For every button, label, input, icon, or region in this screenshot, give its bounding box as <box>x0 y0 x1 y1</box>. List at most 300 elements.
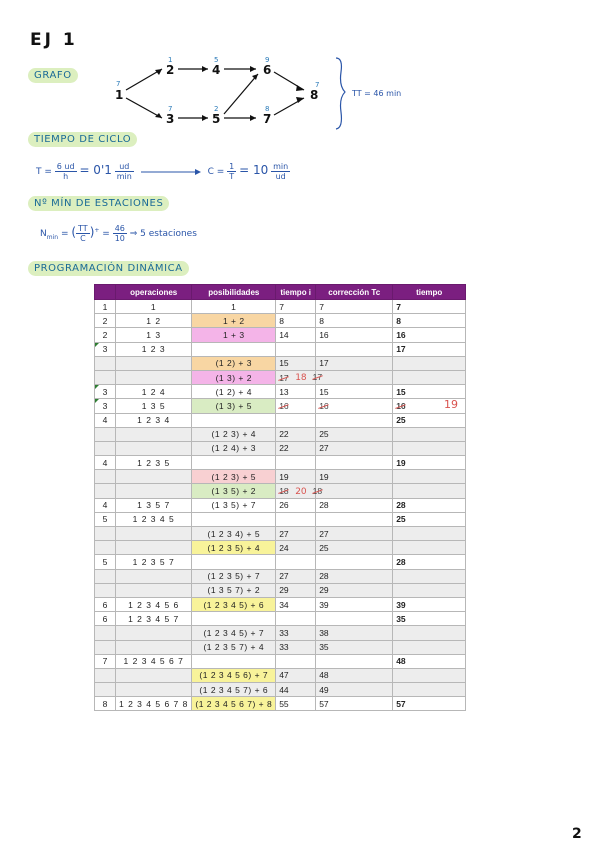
cell-tiempo-i-value: 26 <box>279 500 289 511</box>
cell-correccion <box>316 385 393 399</box>
cell-tiempo-i-value: 7 <box>279 301 284 312</box>
cell-tiempo-i <box>276 626 316 640</box>
cell-posibilidades <box>192 413 276 427</box>
table-row <box>95 441 466 455</box>
cell-posibilidades-value: (1 2 3 5 7) + 4 <box>203 642 265 653</box>
cell-correccion <box>316 541 393 555</box>
cell-tiempo-i-value: 47 <box>279 670 289 681</box>
cell-tiempo <box>393 370 466 384</box>
weight-4: 5 <box>214 56 219 64</box>
cell-posibilidades-value: 1 <box>231 301 237 312</box>
cell-operaciones-value: 1 <box>150 301 157 312</box>
cell-tiempo-i-value: 22 <box>279 429 289 440</box>
cell-operaciones-value: 1 2 4 <box>141 386 166 397</box>
cell-correccion <box>316 512 393 526</box>
cell-correccion-value: 16 <box>319 400 329 411</box>
cell-operaciones <box>116 697 192 711</box>
cell-idx <box>95 569 116 583</box>
cell-operaciones <box>116 668 192 682</box>
t-den: h <box>63 172 69 181</box>
cell-idx <box>95 512 116 526</box>
cell-operaciones-value: 1 2 3 5 <box>137 457 171 468</box>
cell-idx <box>95 498 116 512</box>
cell-posibilidades <box>192 441 276 455</box>
cell-idx <box>95 314 116 328</box>
table-row <box>95 484 466 498</box>
cell-tiempo-value: 16 <box>396 329 406 340</box>
cell-operaciones <box>116 498 192 512</box>
t-eq: = 0'1 <box>79 163 112 177</box>
weight-3: 7 <box>168 105 173 113</box>
cell-tiempo-i-value: 18 <box>279 486 289 497</box>
cell-idx-value: 4 <box>102 457 108 468</box>
cell-operaciones <box>116 370 192 384</box>
cell-operaciones-value: 1 2 3 4 <box>137 415 171 426</box>
cell-tiempo-i-value: 15 <box>279 358 289 369</box>
cell-posibilidades <box>192 555 276 569</box>
cell-operaciones <box>116 626 192 640</box>
cell-tiempo-i <box>276 683 316 697</box>
cell-idx <box>95 640 116 654</box>
header-tiempo-i: tiempo i <box>276 285 316 300</box>
cell-operaciones <box>116 456 192 470</box>
cell-correccion-value: 39 <box>319 599 329 610</box>
correction-note: 20 <box>295 486 307 497</box>
cell-tiempo-i-value: 8 <box>279 315 284 326</box>
cell-posibilidades <box>192 527 276 541</box>
table-row <box>95 498 466 512</box>
section-num-estaciones-label: Nº MÍN DE ESTACIONES <box>28 196 169 211</box>
edge-5-6 <box>224 74 258 114</box>
cell-tiempo-i <box>276 654 316 668</box>
cell-operaciones <box>116 441 192 455</box>
header-correccion: corrección Tc <box>316 285 393 300</box>
table-row <box>95 697 466 711</box>
cell-operaciones <box>116 569 192 583</box>
cell-operaciones <box>116 683 192 697</box>
cell-idx-value: 3 <box>102 386 108 397</box>
cell-idx <box>95 399 116 413</box>
cell-tiempo <box>393 654 466 668</box>
cell-posibilidades <box>192 512 276 526</box>
cell-correccion <box>316 342 393 356</box>
table-row <box>95 399 466 413</box>
cell-tiempo-i <box>276 342 316 356</box>
c-unit <box>271 162 290 181</box>
section-tiempo-ciclo <box>28 134 137 145</box>
cell-operaciones <box>116 527 192 541</box>
cell-posibilidades-value: (1 3 5) + 2 <box>211 486 257 497</box>
cell-tiempo-value: 25 <box>396 514 406 525</box>
cell-idx <box>95 541 116 555</box>
cell-tiempo-i <box>276 300 316 314</box>
cell-tiempo <box>393 441 466 455</box>
cell-operaciones <box>116 314 192 328</box>
cell-posibilidades <box>192 668 276 682</box>
cell-tiempo <box>393 640 466 654</box>
cell-tiempo-i <box>276 555 316 569</box>
cell-tiempo-i-value: 24 <box>279 542 289 553</box>
cell-tiempo-value: 39 <box>396 599 406 610</box>
table-row <box>95 314 466 328</box>
cell-correccion-value: 38 <box>319 627 329 638</box>
cell-tiempo <box>393 512 466 526</box>
n-paren-frac <box>76 224 90 243</box>
t-unit-den: min <box>116 172 132 181</box>
cell-idx <box>95 583 116 597</box>
cell-posibilidades-value: (1 2 3 4 5 7) + 6 <box>199 684 269 695</box>
cell-idx <box>95 697 116 711</box>
cell-idx <box>95 612 116 626</box>
cell-tiempo-i <box>276 399 316 413</box>
cell-correccion <box>295 484 393 498</box>
cell-tiempo-value: 19 <box>396 457 406 468</box>
cell-operaciones <box>116 555 192 569</box>
cell-posibilidades <box>192 541 276 555</box>
cell-tiempo-i-value: 14 <box>279 329 289 340</box>
n-lhs: N <box>40 229 47 239</box>
cell-correccion-value: 17 <box>312 372 323 383</box>
cell-correccion <box>316 413 393 427</box>
t-frac <box>55 162 77 181</box>
cell-posibilidades <box>192 385 276 399</box>
cell-operaciones <box>116 356 192 370</box>
cell-idx-value: 5 <box>102 514 108 525</box>
weight-7: 8 <box>265 105 270 113</box>
cell-tiempo-i <box>276 413 316 427</box>
cell-tiempo-i <box>276 314 316 328</box>
cell-tiempo-i <box>276 385 316 399</box>
cell-idx <box>95 385 116 399</box>
cell-correccion-value: 16 <box>319 329 329 340</box>
cell-correccion <box>316 427 393 441</box>
cell-operaciones-value: 1 2 3 4 5 6 7 8 <box>119 698 189 709</box>
cell-correccion-value: 48 <box>319 670 329 681</box>
cell-tiempo-i <box>276 456 316 470</box>
table-row <box>95 640 466 654</box>
cell-operaciones-value: 1 2 3 <box>141 344 166 355</box>
cell-posibilidades <box>192 427 276 441</box>
cell-idx-value: 8 <box>102 698 108 709</box>
table-row <box>95 413 466 427</box>
cell-correccion-value: 25 <box>319 542 329 553</box>
cell-operaciones <box>116 612 192 626</box>
cell-operaciones <box>116 399 192 413</box>
table-body <box>95 300 466 711</box>
cell-correccion <box>316 583 393 597</box>
cell-idx <box>95 626 116 640</box>
cell-tiempo-i-value: 19 <box>279 471 289 482</box>
cell-idx <box>95 300 116 314</box>
cell-tiempo-value: 8 <box>396 315 401 326</box>
cell-tiempo-i <box>276 697 316 711</box>
cell-tiempo-i <box>276 427 316 441</box>
weight-6: 9 <box>265 56 270 64</box>
cell-posibilidades <box>192 300 276 314</box>
cell-idx-value: 1 <box>102 301 108 312</box>
cell-posibilidades <box>192 683 276 697</box>
c-frac <box>227 162 236 181</box>
cell-posibilidades <box>192 597 276 611</box>
cell-tiempo-i <box>276 541 316 555</box>
cell-posibilidades-value: 1 + 2 <box>222 315 245 326</box>
cell-tiempo-i-value: 33 <box>279 642 289 653</box>
cell-operaciones <box>116 541 192 555</box>
cell-correccion-value: 27 <box>319 528 329 539</box>
cell-operaciones <box>116 413 192 427</box>
cell-posibilidades <box>192 399 276 413</box>
cell-idx-value: 3 <box>102 344 108 355</box>
cell-correccion-value: 35 <box>319 642 329 653</box>
cell-tiempo-i <box>276 512 316 526</box>
cell-idx-value: 6 <box>102 613 108 624</box>
dynamic-programming-table-wrapper <box>94 284 466 711</box>
cell-tiempo-value: 25 <box>396 415 406 426</box>
n-sup: + <box>94 227 100 234</box>
edge-1-2 <box>126 69 162 90</box>
cell-posibilidades-value: (1 2 3 4 5 6) + 7 <box>199 670 269 681</box>
cell-posibilidades-value: (1 2) + 3 <box>215 358 252 369</box>
cell-tiempo-i <box>276 328 316 342</box>
table-row <box>95 356 466 370</box>
node-3: 3 <box>166 112 175 126</box>
weight-5: 2 <box>214 105 219 113</box>
cell-posibilidades <box>192 569 276 583</box>
table-row <box>95 328 466 342</box>
weight-2: 1 <box>168 56 173 64</box>
cell-tiempo <box>393 668 466 682</box>
node-2: 2 <box>166 63 175 77</box>
cell-tiempo-i <box>276 597 316 611</box>
cell-tiempo-i <box>276 583 316 597</box>
n-val-num: 46 <box>114 224 125 233</box>
cell-tiempo <box>393 342 466 356</box>
cell-tiempo-i <box>276 569 316 583</box>
cell-operaciones <box>116 427 192 441</box>
cell-idx <box>95 527 116 541</box>
cell-idx <box>95 555 116 569</box>
cell-tiempo <box>393 385 466 399</box>
table-row <box>95 683 466 697</box>
cell-correccion <box>316 640 393 654</box>
t-unit-num: ud <box>115 162 134 172</box>
node-4: 4 <box>212 63 221 77</box>
page-number: 2 <box>572 826 582 842</box>
cell-idx <box>95 683 116 697</box>
cell-tiempo <box>393 300 466 314</box>
cell-tiempo-value: 48 <box>396 656 406 667</box>
cell-posibilidades-value: (1 2 3 4) + 5 <box>207 528 261 539</box>
cell-correccion-value: 7 <box>319 301 324 312</box>
header-posibilidades: posibilidades <box>192 285 276 300</box>
cell-tiempo <box>393 612 466 626</box>
cell-idx <box>95 342 116 356</box>
cell-correccion <box>316 555 393 569</box>
c-unit-den: ud <box>275 172 286 181</box>
c-eq: = 10 <box>239 163 269 177</box>
cell-tiempo-i-value: 17 <box>279 372 289 383</box>
cell-tiempo <box>393 484 466 498</box>
cell-idx-value: 4 <box>102 500 108 511</box>
weight-8: 7 <box>315 81 320 89</box>
cell-tiempo <box>393 427 466 441</box>
cell-operaciones <box>116 300 192 314</box>
cell-correccion <box>316 683 393 697</box>
cell-correccion <box>316 626 393 640</box>
cell-correccion <box>316 470 393 484</box>
weight-1: 7 <box>116 80 121 88</box>
cell-tiempo <box>393 456 466 470</box>
cell-posibilidades <box>192 484 276 498</box>
cell-posibilidades <box>192 640 276 654</box>
cell-tiempo <box>393 555 466 569</box>
dynamic-programming-table <box>94 284 466 711</box>
n-sub: min <box>46 233 59 241</box>
correction-note: 18 <box>295 373 307 384</box>
c-num: 1 <box>229 162 235 171</box>
table-row <box>95 541 466 555</box>
cell-tiempo-i-value: 34 <box>279 599 289 610</box>
cell-posibilidades-value: (1 2 3 5) + 4 <box>207 542 261 553</box>
cell-operaciones-value: 1 2 3 4 5 7 <box>128 613 180 624</box>
cell-idx <box>95 597 116 611</box>
side-correction-note: 19 <box>444 398 458 411</box>
cell-correccion-value: 28 <box>319 571 329 582</box>
cell-posibilidades <box>192 583 276 597</box>
node-8: 8 <box>310 88 319 102</box>
cell-correccion-value: 15 <box>319 386 329 397</box>
cell-tiempo-i <box>276 470 316 484</box>
cell-posibilidades <box>192 342 276 356</box>
cell-idx-value: 5 <box>102 556 108 567</box>
long-arrow-icon <box>141 167 201 177</box>
cell-tiempo <box>393 683 466 697</box>
cell-posibilidades-value: (1 2 3 4 5 6 7) + 8 <box>195 698 273 709</box>
cell-operaciones-value: 1 2 3 4 5 <box>132 514 175 525</box>
cell-correccion <box>316 300 393 314</box>
cell-posibilidades <box>192 356 276 370</box>
table-row <box>95 512 466 526</box>
cell-tiempo-i-value: 33 <box>279 627 289 638</box>
section-grafo <box>28 70 78 81</box>
header-tiempo: tiempo <box>393 285 466 300</box>
table-row <box>95 555 466 569</box>
cell-posibilidades <box>192 697 276 711</box>
table-row <box>95 654 466 668</box>
c-den: T <box>229 172 235 181</box>
cell-posibilidades-value: (1 3) + 2 <box>215 372 252 383</box>
table-row <box>95 300 466 314</box>
graph-arrowheads <box>155 66 304 121</box>
cell-posibilidades <box>192 470 276 484</box>
cell-idx-value: 2 <box>102 315 108 326</box>
cell-tiempo-value: 16 <box>396 400 406 411</box>
table-row <box>95 527 466 541</box>
cell-tiempo <box>393 356 466 370</box>
cell-posibilidades <box>192 498 276 512</box>
cell-correccion-value: 49 <box>319 684 329 695</box>
cell-operaciones <box>116 484 192 498</box>
cell-correccion-value: 28 <box>319 500 329 511</box>
table-row <box>95 342 466 356</box>
cell-posibilidades-value: (1 2 3 4 5) + 7 <box>203 627 265 638</box>
cell-correccion <box>316 314 393 328</box>
cell-posibilidades-value: (1 3 5 7) + 2 <box>207 585 261 596</box>
cell-tiempo-value: 28 <box>396 500 406 511</box>
cell-operaciones <box>116 385 192 399</box>
cell-correccion-value: 17 <box>319 358 329 369</box>
cell-posibilidades-value: (1 3 5) + 7 <box>211 500 257 511</box>
c-unit-num: min <box>273 162 289 171</box>
cell-posibilidades <box>192 612 276 626</box>
cell-tiempo-i <box>276 612 316 626</box>
cell-operaciones <box>116 328 192 342</box>
cell-tiempo <box>393 328 466 342</box>
cell-tiempo-i-value: 22 <box>279 443 289 454</box>
precedence-graph <box>100 52 440 132</box>
cell-tiempo-i-value: 13 <box>279 386 289 397</box>
cell-tiempo <box>393 569 466 583</box>
table-row <box>95 626 466 640</box>
cell-operaciones-value: 1 3 <box>146 329 162 340</box>
cell-tiempo-value: 35 <box>396 613 406 624</box>
table-row <box>95 597 466 611</box>
cell-posibilidades-value: 1 + 3 <box>222 329 245 340</box>
cell-correccion <box>316 697 393 711</box>
cell-idx <box>95 356 116 370</box>
cell-correccion <box>316 328 393 342</box>
cell-posibilidades-value: (1 3) + 5 <box>215 400 252 411</box>
edge-1-3 <box>126 98 162 118</box>
cell-idx <box>95 413 116 427</box>
table-row <box>95 612 466 626</box>
cell-posibilidades-value: (1 2 3 4 5) + 6 <box>203 599 265 610</box>
cell-tiempo-value: 28 <box>396 556 406 567</box>
cell-tiempo-value: 7 <box>396 301 401 312</box>
cell-correccion <box>295 370 393 384</box>
cell-operaciones-value: 1 2 3 4 5 6 <box>128 599 180 610</box>
n-result: ⇒ 5 estaciones <box>129 229 197 239</box>
cell-tiempo-i-value: 27 <box>279 528 289 539</box>
section-programacion <box>28 263 189 274</box>
node-1: 1 <box>115 88 124 102</box>
cell-correccion <box>316 456 393 470</box>
cell-idx <box>95 370 116 384</box>
formula-num-estaciones: $N_{min}$ = ( $\frac{TT}{C}$ )+ = $\frac{46}{10}$ ⇒ 5 estaciones <box>40 224 197 243</box>
n-eq: = <box>60 229 69 239</box>
section-num-estaciones <box>28 198 169 209</box>
cell-tiempo-i-value: 27 <box>279 571 289 582</box>
cell-tiempo-i <box>276 527 316 541</box>
cell-operaciones <box>116 640 192 654</box>
cell-posibilidades-value: (1 2 3) + 5 <box>211 471 257 482</box>
cell-idx <box>95 470 116 484</box>
cell-posibilidades <box>192 626 276 640</box>
table-row <box>95 668 466 682</box>
table-header-row <box>95 285 466 300</box>
cell-correccion-value: 29 <box>319 585 329 596</box>
t-num: 6 ud <box>56 162 75 171</box>
cell-posibilidades <box>192 328 276 342</box>
cell-operaciones-value: 1 3 5 <box>141 400 166 411</box>
cell-correccion <box>316 498 393 512</box>
cell-operaciones <box>116 512 192 526</box>
cell-correccion-value: 19 <box>319 471 329 482</box>
cell-operaciones-value: 1 2 3 4 5 6 7 <box>123 656 184 667</box>
cell-idx <box>95 427 116 441</box>
cell-correccion <box>316 597 393 611</box>
cell-posibilidades <box>192 314 276 328</box>
